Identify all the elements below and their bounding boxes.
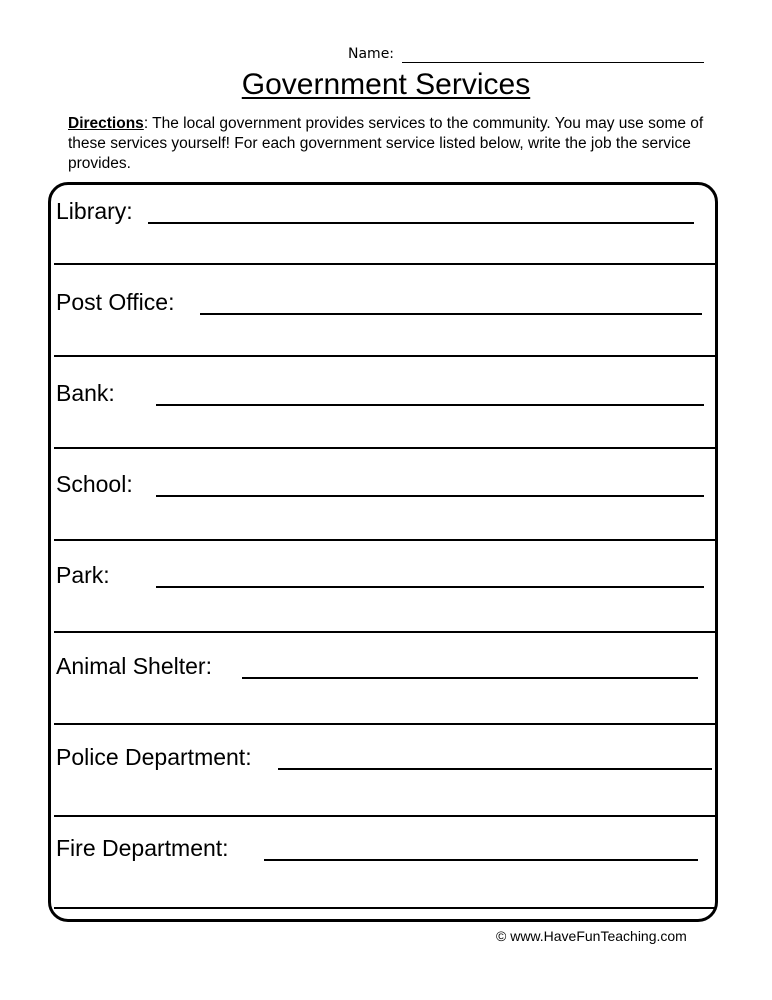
service-row-school	[56, 471, 716, 531]
service-row-park	[56, 562, 716, 622]
service-label: Fire Department:	[56, 835, 229, 861]
name-row	[348, 44, 708, 66]
answer-line[interactable]	[264, 859, 698, 861]
answer-line-full[interactable]	[54, 907, 716, 909]
service-label: Bank:	[56, 380, 115, 406]
answer-line-full[interactable]	[54, 815, 716, 817]
directions-label: Directions	[68, 115, 144, 132]
service-label: Post Office:	[56, 289, 175, 315]
service-label: Library:	[56, 198, 133, 224]
service-row-police-department	[56, 744, 716, 804]
name-label: Name:	[348, 46, 395, 62]
service-row-fire-department	[56, 835, 716, 895]
service-row-bank	[56, 380, 716, 440]
answer-line-full[interactable]	[54, 631, 716, 633]
service-row-animal-shelter	[56, 653, 716, 713]
answer-line-full[interactable]	[54, 723, 716, 725]
service-label: Park:	[56, 562, 110, 588]
copyright: © www.HaveFunTeaching.com	[496, 928, 687, 944]
answer-line-full[interactable]	[54, 355, 716, 357]
answer-line[interactable]	[200, 313, 702, 315]
directions	[68, 114, 708, 174]
page-title: Government Services	[241, 68, 531, 101]
name-field[interactable]	[402, 62, 704, 63]
service-row-post-office	[56, 289, 716, 349]
page-title-wrap	[0, 68, 772, 102]
service-row-library	[56, 198, 716, 258]
answer-line[interactable]	[156, 586, 704, 588]
service-label: School:	[56, 471, 133, 497]
answer-line[interactable]	[156, 404, 704, 406]
answer-line[interactable]	[148, 222, 694, 224]
answer-line[interactable]	[242, 677, 698, 679]
answer-line[interactable]	[278, 768, 712, 770]
answer-line-full[interactable]	[54, 447, 716, 449]
answer-line-full[interactable]	[54, 263, 716, 265]
answer-line[interactable]	[156, 495, 704, 497]
service-label: Police Department:	[56, 744, 252, 770]
directions-text: : The local government provides services to the community. You may use some of these services yourself! For each government service listed below, write the job the service provides.	[68, 115, 704, 172]
service-label: Animal Shelter:	[56, 653, 212, 679]
answer-line-full[interactable]	[54, 539, 716, 541]
